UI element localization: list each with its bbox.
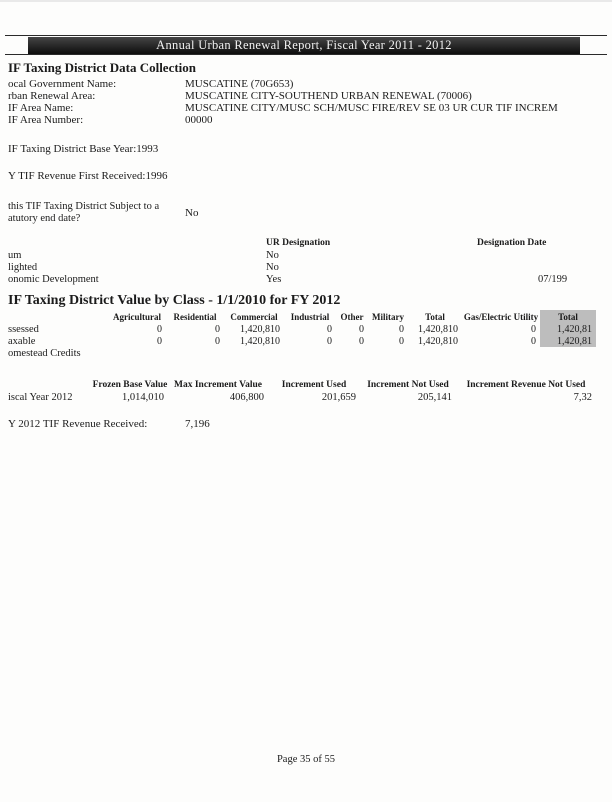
statutory-question-line1: this TIF Taxing District Subject to a — [8, 201, 160, 212]
col-header-commercial: Commercial — [230, 311, 278, 322]
field-value: MUSCATINE CITY/MUSC SCH/MUSC FIRE/REV SE 03 UR CUR TIF INCREM — [185, 102, 558, 114]
cell: 0 — [157, 323, 162, 335]
field-value: MUSCATINE CITY-SOUTHEND URBAN RENEWAL (70006) — [185, 90, 472, 102]
row-label: omestead Credits — [8, 347, 81, 359]
col-header-frozen-base-value: Frozen Base Value — [92, 379, 168, 390]
col-header-other: Other — [340, 311, 364, 322]
cell: 1,420,810 — [418, 335, 458, 347]
class-table-header-row — [8, 310, 596, 323]
cell-highlighted: 1,420,81 — [540, 335, 596, 347]
designation-row-label: lighted — [8, 262, 38, 273]
page-number: Page 35 of 55 — [276, 754, 336, 765]
ur-designation-header: UR Designation — [266, 238, 331, 248]
cell: 0 — [531, 335, 536, 347]
field-base-year — [8, 143, 158, 155]
col-header-increment-revenue-not-used: Increment Revenue Not Used — [466, 379, 586, 390]
cell: 0 — [359, 335, 364, 347]
cell: 0 — [399, 335, 404, 347]
designation-row-value: No — [266, 250, 279, 261]
designation-row-value: No — [266, 262, 279, 273]
base-year-label: IF Taxing District Base Year: — [8, 143, 137, 155]
field-value: MUSCATINE (70G653) — [185, 78, 294, 90]
cell: 0 — [327, 335, 332, 347]
cell: 1,420,810 — [240, 335, 280, 347]
col-header-max-increment-value: Max Increment Value — [174, 379, 262, 390]
designation-date-header: Designation Date — [477, 238, 547, 248]
table-row-assessed — [8, 323, 596, 335]
cell: 0 — [215, 323, 220, 335]
col-header-increment-not-used: Increment Not Used — [367, 379, 449, 390]
first-received-value: 1996 — [145, 170, 168, 182]
cell: 0 — [399, 323, 404, 335]
cell: 0 — [157, 335, 162, 347]
banner-bottom-rule — [5, 54, 607, 55]
cell: 7,32 — [573, 392, 592, 403]
field-tif-area-number — [8, 114, 213, 126]
field-tif-area-name — [8, 102, 558, 114]
banner-top-rule — [5, 35, 607, 36]
cell: 0 — [327, 323, 332, 335]
col-header-total: Total — [425, 311, 445, 322]
col-header-increment-used: Increment Used — [281, 379, 347, 390]
field-revenue-first-received — [8, 170, 167, 182]
col-header-military: Military — [372, 311, 404, 322]
field-label: ocal Government Name: — [8, 78, 117, 90]
table-row-homestead-credits — [8, 347, 596, 359]
section2-title: IF Taxing District Value by Class - 1/1/2010 for FY 2012 — [8, 293, 341, 308]
cell: 201,659 — [321, 392, 356, 403]
statutory-question — [8, 201, 180, 224]
increment-table-header-row — [8, 378, 596, 391]
cell: 1,420,810 — [240, 323, 280, 335]
field-label: rban Renewal Area: — [8, 90, 96, 102]
cell: 0 — [215, 335, 220, 347]
report-banner — [28, 37, 580, 54]
designation-row-date: 07/199 — [538, 274, 568, 285]
designation-row-label: um — [8, 250, 22, 261]
row-label: axable — [8, 335, 36, 347]
increment-table — [8, 378, 596, 404]
value-by-class-table — [8, 310, 596, 359]
cell: 205,141 — [417, 392, 452, 403]
first-received-label: Y TIF Revenue First Received: — [8, 170, 146, 182]
col-header-residential: Residential — [173, 311, 217, 322]
cell: 1,014,010 — [122, 392, 164, 403]
section1-title: IF Taxing District Data Collection — [8, 60, 197, 75]
cell: 0 — [531, 323, 536, 335]
row-label: ssessed — [8, 323, 39, 335]
statutory-question-line2: atutory end date? — [8, 212, 81, 224]
cell: 406,800 — [229, 392, 264, 403]
base-year-value: 1993 — [136, 143, 159, 155]
col-header-total-highlighted: Total — [540, 310, 596, 323]
statutory-answer: No — [185, 207, 199, 219]
col-header-gas-electric-utility: Gas/Electric Utility — [463, 311, 539, 322]
banner-title: Annual Urban Renewal Report, Fiscal Year 2011 - 2012 — [156, 38, 452, 52]
cell: 0 — [359, 323, 364, 335]
field-value: 00000 — [185, 114, 213, 126]
designation-row-label: onomic Development — [8, 274, 99, 285]
row-label: iscal Year 2012 — [8, 392, 73, 403]
field-label: IF Area Number: — [8, 114, 84, 126]
cell-highlighted: 1,420,81 — [540, 323, 596, 335]
field-urban-renewal-area — [8, 90, 472, 102]
col-header-industrial: Industrial — [290, 311, 330, 322]
designation-row-value: Yes — [266, 274, 282, 285]
field-local-government — [8, 78, 293, 90]
table-row-fiscal-year-2012 — [8, 391, 596, 404]
cell: 1,420,810 — [418, 323, 458, 335]
table-row-taxable — [8, 335, 596, 347]
field-label: IF Area Name: — [8, 102, 74, 114]
col-header-agricultural: Agricultural — [113, 311, 161, 322]
revenue-received-label: Y 2012 TIF Revenue Received: — [8, 418, 148, 430]
revenue-received-value: 7,196 — [185, 418, 210, 430]
